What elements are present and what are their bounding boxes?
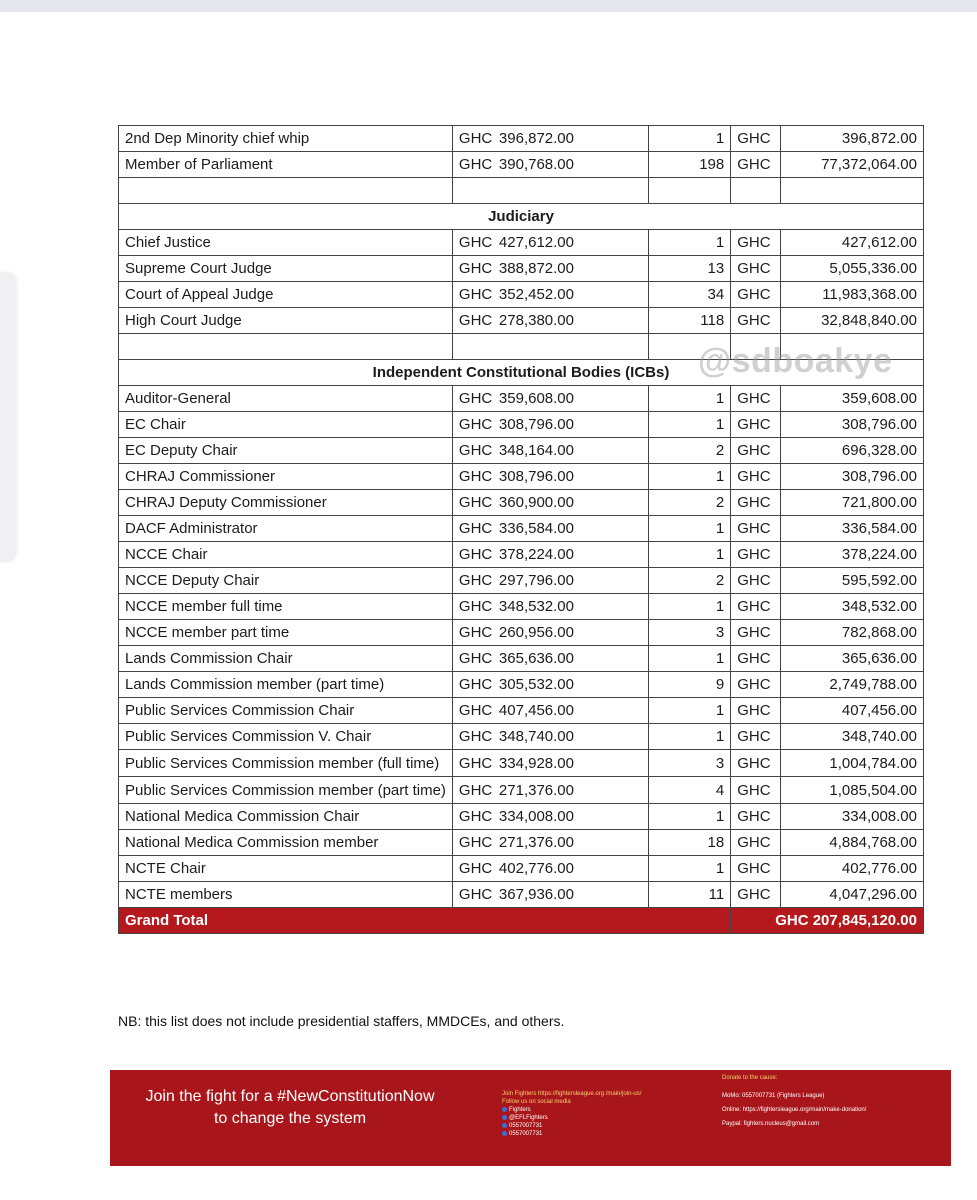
total-cell: 696,328.00: [781, 438, 924, 464]
salary-value: 336,584.00: [498, 520, 574, 537]
total-cell: 348,532.00: [781, 594, 924, 620]
position-cell: Public Services Commission V. Chair: [119, 724, 453, 750]
total-cell: 359,608.00: [781, 386, 924, 412]
social-facebook[interactable]: Fighters: [502, 1106, 682, 1114]
currency-cell: GHC: [731, 724, 781, 750]
count-cell: 1: [648, 594, 731, 620]
total-cell: 2,749,788.00: [781, 672, 924, 698]
total-cell: 77,372,064.00: [781, 152, 924, 178]
salary-cell: [452, 594, 648, 620]
salary-value: 271,376.00: [498, 782, 574, 799]
total-cell: 721,800.00: [781, 490, 924, 516]
total-cell: 11,983,368.00: [781, 282, 924, 308]
total-cell: 595,592.00: [781, 568, 924, 594]
slogan-line-1: Join the fight for a #NewConstitutionNow: [145, 1088, 435, 1105]
total-cell: 32,848,840.00: [781, 308, 924, 334]
banner-donate: [722, 1074, 942, 1134]
currency-label: GHC: [458, 886, 493, 903]
salary-value: 334,008.00: [498, 808, 574, 825]
table-row: [119, 750, 924, 777]
donate-online[interactable]: Online: https://fightersleague.org/main/make-donation/: [722, 1107, 867, 1113]
table-row: [119, 882, 924, 908]
table-row: [119, 386, 924, 412]
currency-cell: GHC: [731, 830, 781, 856]
count-cell: 13: [648, 256, 731, 282]
salary-value: 427,612.00: [498, 234, 574, 251]
top-strip: [0, 0, 977, 12]
count-cell: 3: [648, 750, 731, 777]
banner-slogan: [130, 1086, 450, 1130]
table-row: [119, 620, 924, 646]
grand-total-label: Grand Total: [119, 908, 731, 934]
salary-cell: [452, 568, 648, 594]
salary-value: 352,452.00: [498, 286, 574, 303]
total-cell: 4,884,768.00: [781, 830, 924, 856]
position-cell: Auditor-General: [119, 386, 453, 412]
position-cell: CHRAJ Deputy Commissioner: [119, 490, 453, 516]
empty-cell: [781, 178, 924, 204]
count-cell: 3: [648, 620, 731, 646]
total-cell: 1,004,784.00: [781, 750, 924, 777]
salary-value: 378,224.00: [498, 546, 574, 563]
currency-cell: GHC: [731, 464, 781, 490]
table-row: [119, 830, 924, 856]
position-cell: Public Services Commission Chair: [119, 698, 453, 724]
count-cell: 2: [648, 438, 731, 464]
total-cell: 396,872.00: [781, 126, 924, 152]
salary-cell: [452, 542, 648, 568]
currency-cell: GHC: [731, 594, 781, 620]
position-cell: National Medica Commission Chair: [119, 804, 453, 830]
salary-value: 297,796.00: [498, 572, 574, 589]
position-cell: Supreme Court Judge: [119, 256, 453, 282]
currency-label: GHC: [458, 416, 493, 433]
salary-value: 260,956.00: [498, 624, 574, 641]
count-cell: 1: [648, 698, 731, 724]
currency-label: GHC: [458, 442, 493, 459]
currency-label: GHC: [458, 782, 493, 799]
table-row: [119, 412, 924, 438]
salary-value: 308,796.00: [498, 416, 574, 433]
currency-label: GHC: [458, 546, 493, 563]
position-cell: Lands Commission Chair: [119, 646, 453, 672]
whatsapp-icon: [502, 1123, 507, 1128]
salary-cell: [452, 490, 648, 516]
salary-cell: [452, 672, 648, 698]
salary-cell: [452, 438, 648, 464]
count-cell: 9: [648, 672, 731, 698]
currency-cell: GHC: [731, 516, 781, 542]
table-row: [119, 542, 924, 568]
currency-label: GHC: [458, 286, 493, 303]
currency-cell: GHC: [731, 568, 781, 594]
currency-cell: GHC: [731, 126, 781, 152]
salary-table: [118, 125, 924, 934]
count-cell: 2: [648, 490, 731, 516]
donate-momo: MoMo: 0557007731 (Fighters League): [722, 1093, 825, 1099]
total-cell: 4,047,296.00: [781, 882, 924, 908]
donate-paypal[interactable]: Paypal: fighters.nucleus@gmail.com: [722, 1121, 820, 1127]
count-cell: 1: [648, 646, 731, 672]
total-cell: 365,636.00: [781, 646, 924, 672]
currency-label: GHC: [458, 234, 493, 251]
count-cell: 1: [648, 724, 731, 750]
currency-label: GHC: [458, 520, 493, 537]
table-row: [119, 698, 924, 724]
currency-cell: GHC: [731, 646, 781, 672]
salary-cell: [452, 777, 648, 804]
count-cell: 1: [648, 230, 731, 256]
follow-text: Follow us on social media: [502, 1099, 571, 1105]
watermark: @sdboakye: [698, 342, 893, 380]
position-cell: Public Services Commission member (full time): [119, 750, 453, 777]
salary-cell: [452, 126, 648, 152]
salary-value: 402,776.00: [498, 860, 574, 877]
position-cell: NCCE member full time: [119, 594, 453, 620]
count-cell: 11: [648, 882, 731, 908]
table-row: [119, 804, 924, 830]
table-row: [119, 490, 924, 516]
count-cell: 34: [648, 282, 731, 308]
side-panel-edge: [0, 272, 16, 562]
count-cell: 1: [648, 804, 731, 830]
table-row: [119, 777, 924, 804]
salary-cell: [452, 646, 648, 672]
currency-cell: GHC: [731, 882, 781, 908]
currency-label: GHC: [458, 494, 493, 511]
currency-cell: GHC: [731, 438, 781, 464]
salary-cell: [452, 620, 648, 646]
salary-cell: [452, 152, 648, 178]
salary-value: 407,456.00: [498, 702, 574, 719]
salary-cell: [452, 698, 648, 724]
salary-value: 359,608.00: [498, 390, 574, 407]
count-cell: 1: [648, 412, 731, 438]
count-cell: 1: [648, 464, 731, 490]
social-whatsapp[interactable]: 0557007731: [502, 1122, 682, 1130]
table-row: [119, 594, 924, 620]
salary-cell: [452, 856, 648, 882]
section-title: Independent Constitutional Bodies (ICBs): [119, 360, 924, 386]
join-text[interactable]: Join Fighters https://fightersleague.org /main/join-us/: [502, 1091, 642, 1097]
salary-value: 396,872.00: [498, 130, 574, 147]
currency-label: GHC: [458, 728, 493, 745]
table-row: [119, 230, 924, 256]
currency-label: GHC: [458, 312, 493, 329]
count-cell: 1: [648, 386, 731, 412]
donate-heading: Donate to the cause:: [722, 1075, 778, 1081]
salary-value: 278,380.00: [498, 312, 574, 329]
currency-cell: GHC: [731, 256, 781, 282]
campaign-banner: [110, 1070, 951, 1166]
salary-value: 348,164.00: [498, 442, 574, 459]
currency-cell: GHC: [731, 804, 781, 830]
currency-cell: GHC: [731, 490, 781, 516]
table-row: [119, 568, 924, 594]
currency-label: GHC: [458, 702, 493, 719]
footnote: NB: this list does not include presidential staffers, MMDCEs, and others.: [118, 1013, 565, 1029]
total-cell: 308,796.00: [781, 464, 924, 490]
salary-value: 348,740.00: [498, 728, 574, 745]
total-cell: 348,740.00: [781, 724, 924, 750]
salary-cell: [452, 308, 648, 334]
currency-label: GHC: [458, 156, 493, 173]
currency-cell: GHC: [731, 152, 781, 178]
currency-label: GHC: [458, 390, 493, 407]
salary-cell: [452, 282, 648, 308]
salary-value: 348,532.00: [498, 598, 574, 615]
currency-cell: GHC: [731, 282, 781, 308]
position-cell: Chief Justice: [119, 230, 453, 256]
total-cell: 308,796.00: [781, 412, 924, 438]
empty-cell: [731, 178, 781, 204]
social-telegram[interactable]: 0557007731: [502, 1130, 682, 1138]
currency-cell: GHC: [731, 856, 781, 882]
currency-label: GHC: [458, 624, 493, 641]
position-cell: Court of Appeal Judge: [119, 282, 453, 308]
table-row: [119, 856, 924, 882]
salary-value: 365,636.00: [498, 650, 574, 667]
empty-cell: [452, 334, 648, 360]
count-cell: 198: [648, 152, 731, 178]
salary-cell: [452, 750, 648, 777]
total-cell: 5,055,336.00: [781, 256, 924, 282]
facebook-icon: [502, 1107, 507, 1112]
total-cell: 402,776.00: [781, 856, 924, 882]
slogan-line-2: to change the system: [213, 1110, 367, 1127]
position-cell: CHRAJ Commissioner: [119, 464, 453, 490]
empty-cell: [119, 178, 453, 204]
salary-value: 360,900.00: [498, 494, 574, 511]
currency-cell: GHC: [731, 308, 781, 334]
table-row: [119, 126, 924, 152]
currency-label: GHC: [458, 260, 493, 277]
currency-label: GHC: [458, 808, 493, 825]
currency-cell: GHC: [731, 698, 781, 724]
position-cell: NCCE Chair: [119, 542, 453, 568]
currency-label: GHC: [458, 130, 493, 147]
count-cell: 2: [648, 568, 731, 594]
position-cell: EC Deputy Chair: [119, 438, 453, 464]
currency-label: GHC: [458, 598, 493, 615]
table-row: [119, 724, 924, 750]
currency-label: GHC: [458, 650, 493, 667]
position-cell: 2nd Dep Minority chief whip: [119, 126, 453, 152]
table-row: [119, 152, 924, 178]
currency-cell: GHC: [731, 672, 781, 698]
currency-cell: GHC: [731, 620, 781, 646]
empty-cell: [648, 178, 731, 204]
currency-label: GHC: [458, 860, 493, 877]
table-row: [119, 464, 924, 490]
total-cell: 336,584.00: [781, 516, 924, 542]
count-cell: 1: [648, 516, 731, 542]
salary-cell: [452, 830, 648, 856]
count-cell: 1: [648, 856, 731, 882]
table-row: [119, 672, 924, 698]
salary-value: 390,768.00: [498, 156, 574, 173]
blank-row: [119, 178, 924, 204]
empty-cell: [452, 178, 648, 204]
currency-cell: GHC: [731, 412, 781, 438]
currency-label: GHC: [458, 572, 493, 589]
position-cell: High Court Judge: [119, 308, 453, 334]
total-cell: 334,008.00: [781, 804, 924, 830]
position-cell: Public Services Commission member (part time): [119, 777, 453, 804]
total-cell: 378,224.00: [781, 542, 924, 568]
salary-cell: [452, 516, 648, 542]
table-row: [119, 646, 924, 672]
currency-label: GHC: [458, 834, 493, 851]
count-cell: 118: [648, 308, 731, 334]
currency-cell: GHC: [731, 750, 781, 777]
salary-value: 271,376.00: [498, 834, 574, 851]
total-cell: 1,085,504.00: [781, 777, 924, 804]
total-cell: 407,456.00: [781, 698, 924, 724]
currency-cell: GHC: [731, 230, 781, 256]
section-header-row: [119, 204, 924, 230]
position-cell: NCCE member part time: [119, 620, 453, 646]
currency-label: GHC: [458, 676, 493, 693]
currency-cell: GHC: [731, 777, 781, 804]
currency-cell: GHC: [731, 542, 781, 568]
position-cell: NCTE members: [119, 882, 453, 908]
position-cell: National Medica Commission member: [119, 830, 453, 856]
table-row: [119, 282, 924, 308]
position-cell: DACF Administrator: [119, 516, 453, 542]
salary-cell: [452, 256, 648, 282]
total-cell: 782,868.00: [781, 620, 924, 646]
position-cell: EC Chair: [119, 412, 453, 438]
telegram-icon: [502, 1131, 507, 1136]
salary-cell: [452, 230, 648, 256]
salary-value: 305,532.00: [498, 676, 574, 693]
count-cell: 18: [648, 830, 731, 856]
count-cell: 4: [648, 777, 731, 804]
salary-cell: [452, 464, 648, 490]
table-row: [119, 308, 924, 334]
grand-total-row: [119, 908, 924, 934]
salary-cell: [452, 804, 648, 830]
position-cell: NCTE Chair: [119, 856, 453, 882]
salary-value: 388,872.00: [498, 260, 574, 277]
section-title: Judiciary: [119, 204, 924, 230]
currency-label: GHC: [458, 755, 493, 772]
position-cell: Lands Commission member (part time): [119, 672, 453, 698]
position-cell: Member of Parliament: [119, 152, 453, 178]
currency-label: GHC: [458, 468, 493, 485]
empty-cell: [119, 334, 453, 360]
twitter-icon: [502, 1115, 507, 1120]
salary-cell: [452, 882, 648, 908]
grand-total-value: GHC 207,845,120.00: [731, 908, 924, 934]
salary-value: 308,796.00: [498, 468, 574, 485]
salary-cell: [452, 386, 648, 412]
salary-cell: [452, 724, 648, 750]
social-twitter[interactable]: @EFLFighters: [502, 1114, 682, 1122]
position-cell: NCCE Deputy Chair: [119, 568, 453, 594]
total-cell: 427,612.00: [781, 230, 924, 256]
table-row: [119, 256, 924, 282]
salary-cell: [452, 412, 648, 438]
banner-contact: [502, 1090, 682, 1138]
salary-value: 334,928.00: [498, 755, 574, 772]
salary-value: 367,936.00: [498, 886, 574, 903]
table-row: [119, 438, 924, 464]
count-cell: 1: [648, 126, 731, 152]
table-row: [119, 516, 924, 542]
currency-cell: GHC: [731, 386, 781, 412]
count-cell: 1: [648, 542, 731, 568]
